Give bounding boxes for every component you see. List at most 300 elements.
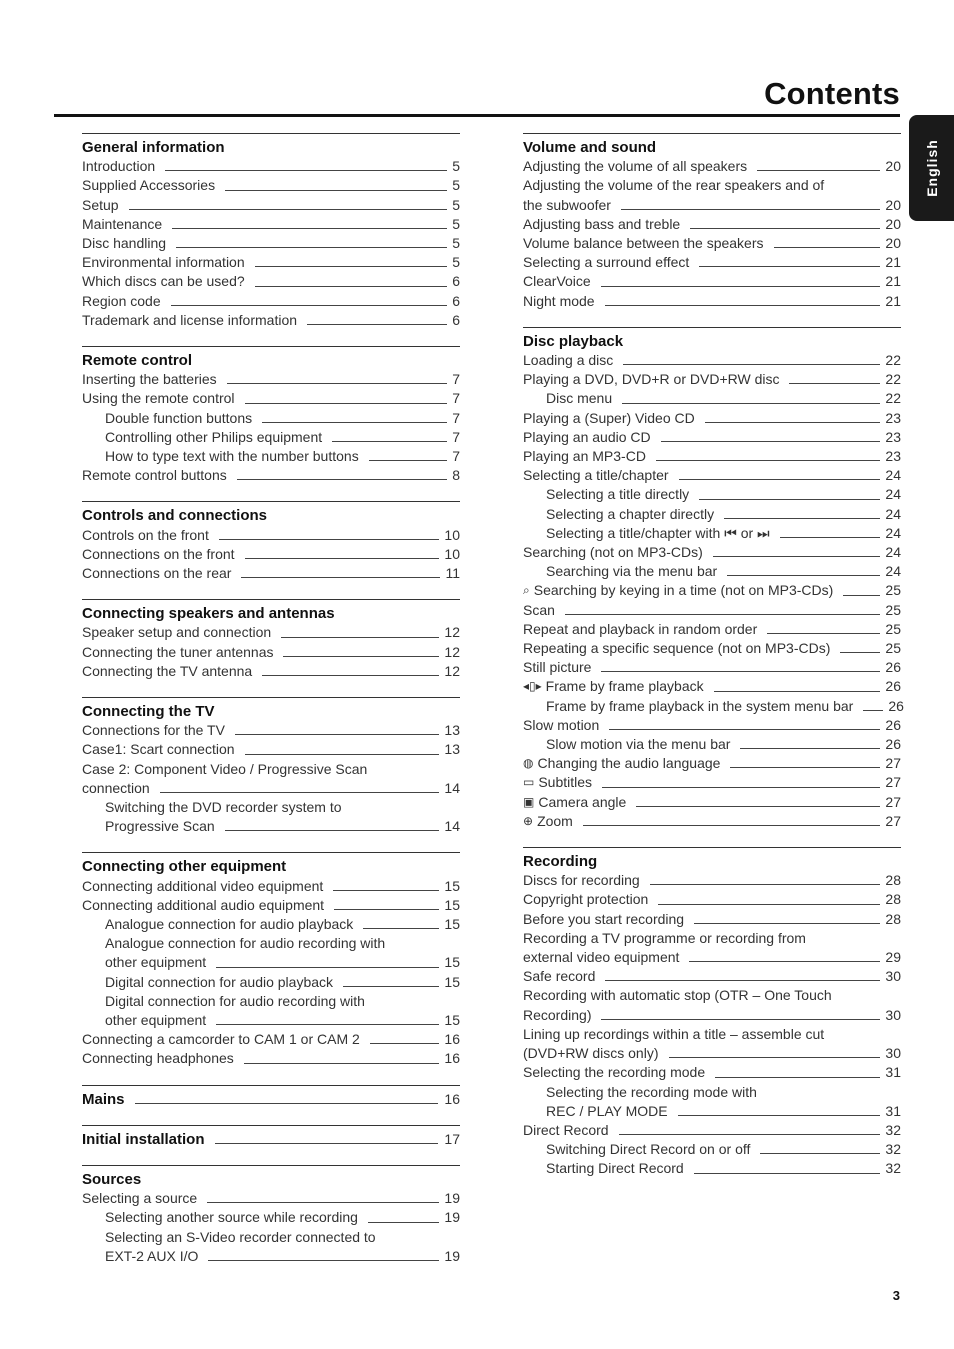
dot-leader [621, 209, 880, 210]
toc-entry-page: 27 [885, 755, 901, 772]
toc-entry[interactable] [82, 877, 460, 896]
toc-entry-page: 10 [444, 526, 460, 543]
section-title [82, 351, 460, 370]
toc-entry[interactable] [82, 915, 460, 934]
toc-entry-page: 5 [452, 215, 460, 232]
toc-entry-text: Slow motion via the menu bar [546, 736, 731, 753]
toc-entry-text: Changing the audio language [537, 755, 721, 772]
toc-entry-text: Camera angle [538, 793, 627, 810]
toc-section [523, 133, 901, 311]
toc-entry-text: Supplied Accessories [82, 177, 216, 194]
toc-entry[interactable] [523, 215, 901, 234]
toc-section [82, 852, 460, 1068]
toc-entry-page: 7 [452, 371, 460, 388]
dot-leader [235, 734, 439, 735]
toc-entry[interactable] [523, 292, 901, 311]
dot-leader [207, 1202, 439, 1203]
toc-entry-page: 8 [452, 467, 460, 484]
toc-entry[interactable] [82, 526, 460, 545]
dot-leader [661, 441, 881, 442]
dot-leader [281, 637, 439, 638]
toc-entry[interactable] [82, 953, 460, 972]
dot-leader [370, 1043, 440, 1044]
toc-entry[interactable] [523, 524, 901, 543]
toc-entry-page: 25 [885, 620, 901, 637]
toc-entry-text: Repeat and playback in random order [523, 620, 758, 637]
toc-entry[interactable] [523, 543, 901, 562]
toc-entry[interactable] [82, 409, 460, 428]
dot-leader [713, 556, 881, 557]
toc-entry[interactable] [523, 601, 901, 620]
toc-entry[interactable] [523, 1121, 901, 1140]
toc-entry-page: 5 [452, 196, 460, 213]
toc-entry[interactable] [82, 370, 460, 389]
toc-entry-text: Adjusting bass and treble [523, 215, 681, 232]
toc-entry[interactable] [523, 910, 901, 929]
toc-entry-text: Trademark and license information [82, 311, 298, 328]
dot-leader [605, 305, 881, 306]
toc-entry[interactable] [523, 157, 901, 176]
dot-leader [565, 614, 881, 615]
toc-entry-page: 15 [444, 973, 460, 990]
toc-entry[interactable] [523, 234, 901, 253]
section-page: 16 [444, 1090, 460, 1107]
section-title [523, 332, 901, 351]
toc-entry-page: 19 [444, 1247, 460, 1264]
dot-leader [609, 729, 880, 730]
dot-leader [715, 1077, 880, 1078]
section-title-text: General information [82, 138, 225, 156]
dot-leader [245, 754, 440, 755]
toc-entry-text: Progressive Scan [105, 818, 215, 835]
toc-entry[interactable] [523, 562, 901, 581]
toc-entry[interactable] [82, 215, 460, 234]
toc-entry[interactable] [82, 896, 460, 915]
dot-leader [172, 228, 447, 229]
toc-entry[interactable] [523, 871, 901, 890]
toc-entry-first-line: Recording a TV programme or recording from [523, 929, 806, 946]
section-title [82, 857, 460, 876]
toc-entry[interactable] [523, 948, 901, 967]
toc-entry[interactable] [82, 662, 460, 681]
toc-entry[interactable] [82, 176, 460, 195]
toc-entry[interactable] [523, 639, 901, 658]
toc-entry[interactable] [82, 157, 460, 176]
toc-entry-text: Selecting a title/chapter with ⏮ or ⏭ [546, 524, 770, 541]
toc-entry-page: 12 [444, 643, 460, 660]
toc-entry[interactable] [82, 447, 460, 466]
toc-entry-page: 6 [452, 273, 460, 290]
dot-leader [730, 767, 880, 768]
toc-entry[interactable] [523, 793, 901, 812]
dot-leader [757, 170, 880, 171]
toc-entry[interactable] [523, 409, 901, 428]
toc-entry-page: 7 [452, 428, 460, 445]
toc-entry-page: 32 [885, 1121, 901, 1138]
dot-leader [780, 537, 881, 538]
toc-entry-text: Selecting a source [82, 1190, 198, 1207]
toc-entry-text: Digital connection for audio playback [105, 973, 334, 990]
dot-leader [215, 1143, 439, 1144]
toc-entry-page: 15 [444, 954, 460, 971]
toc-entry[interactable] [523, 812, 901, 831]
toc-entry[interactable] [82, 1011, 460, 1030]
toc-entry-page: 30 [885, 968, 901, 985]
toc-entry[interactable] [523, 253, 901, 272]
dot-leader [129, 209, 448, 210]
section-title-text: Disc playback [523, 332, 624, 350]
toc-entry[interactable] [523, 773, 901, 792]
toc-entry-text: Connecting a camcorder to CAM 1 or CAM 2 [82, 1031, 360, 1048]
section-title [523, 852, 901, 871]
toc-entry-page: 13 [444, 722, 460, 739]
toc-entry-page: 22 [885, 390, 901, 407]
toc-entry[interactable] [82, 272, 460, 291]
toc-entry[interactable] [82, 779, 460, 798]
toc-entry-text: Playing an audio CD [523, 428, 651, 445]
toc-entry[interactable] [82, 623, 460, 642]
toc-entry[interactable] [523, 697, 904, 716]
dot-leader [623, 364, 880, 365]
dot-leader [678, 1115, 881, 1116]
toc-entry-text: Volume balance between the speakers [523, 235, 764, 251]
dot-leader [363, 928, 439, 929]
toc-entry-page: 32 [885, 1141, 901, 1158]
dot-leader [244, 1063, 440, 1064]
language-tab[interactable] [909, 115, 954, 221]
toc-entry[interactable] [523, 447, 901, 466]
language-tab-label: English [923, 139, 940, 197]
page-title: Contents [764, 76, 900, 111]
toc-entry-text: Repeating a specific sequence (not on MP3-CDs) [523, 640, 831, 657]
dot-leader [622, 403, 880, 404]
toc-entry[interactable] [523, 1159, 901, 1178]
toc-entry-page: 22 [885, 352, 901, 368]
toc-entry-text: ClearVoice [523, 273, 591, 290]
toc-entry-page: 16 [444, 1031, 460, 1048]
toc-entry[interactable] [523, 735, 901, 754]
toc-entry-text: (DVD+RW discs only) [523, 1045, 659, 1062]
toc-entry-text: Double function buttons [105, 409, 253, 426]
zoom-icon: ⊕ [523, 813, 534, 828]
toc-entry[interactable] [82, 389, 460, 408]
toc-entry-text: Selecting another source while recording [105, 1209, 358, 1226]
toc-entry-text: other equipment [105, 954, 207, 971]
toc-entry-page: 27 [885, 812, 901, 829]
toc-section [82, 1125, 460, 1149]
dot-leader [160, 792, 440, 793]
toc-entry-page: 5 [452, 254, 460, 271]
toc-entry-first-line: Recording with automatic stop (OTR – One Touch [523, 987, 832, 1004]
toc-entry-page: 7 [452, 390, 460, 407]
dot-leader [714, 691, 881, 692]
toc-entry-text: Slow motion [523, 716, 600, 733]
section-title-text: Controls and connections [82, 507, 268, 525]
toc-entry[interactable] [82, 466, 460, 485]
toc-entry[interactable] [82, 428, 460, 447]
dot-leader [658, 904, 880, 905]
dot-leader [774, 247, 881, 248]
toc-entry[interactable] [523, 581, 901, 600]
toc-entry-page: 25 [885, 601, 901, 618]
toc-entry-page: 24 [885, 486, 901, 503]
dot-leader [216, 1024, 439, 1025]
dot-leader [605, 980, 880, 981]
dot-leader [699, 266, 880, 267]
toc-section [82, 1085, 460, 1109]
dot-leader [219, 539, 440, 540]
toc-entry-text: Subtitles [538, 774, 593, 791]
section-title-text: Mains [82, 1090, 125, 1108]
dot-leader [694, 923, 880, 924]
section-title [82, 1170, 460, 1189]
toc-entry-text: Inserting the batteries [82, 371, 217, 388]
dot-leader [724, 518, 880, 519]
toc-entry[interactable] [523, 466, 901, 485]
dot-leader [255, 266, 448, 267]
toc-section [82, 501, 460, 583]
toc-entry-first-line: Switching the DVD recorder system to [105, 799, 342, 816]
toc-entry-first-line: Analogue connection for audio recording with [105, 935, 386, 952]
toc-entry[interactable] [82, 721, 460, 740]
toc-entry-page: 24 [885, 524, 901, 541]
dot-leader [255, 286, 448, 287]
toc-entry[interactable] [523, 351, 901, 370]
toc-entry[interactable] [523, 1006, 901, 1025]
dot-leader [262, 422, 447, 423]
toc-entry-text: Connections for the TV [82, 722, 225, 739]
toc-entry-page: 6 [452, 292, 460, 309]
toc-entry[interactable] [82, 545, 460, 564]
dot-leader [843, 595, 880, 596]
dot-leader [333, 890, 439, 891]
dot-leader [601, 671, 880, 672]
dot-leader [601, 1019, 880, 1020]
toc-entry-text: Controls on the front [82, 526, 209, 543]
toc-entry[interactable] [82, 973, 460, 992]
section-page: 17 [444, 1130, 460, 1147]
toc-entry[interactable] [523, 272, 901, 291]
toc-entry-page: 31 [885, 1102, 901, 1119]
toc-entry-page: 13 [444, 741, 460, 758]
toc-entry-page: 27 [885, 774, 901, 791]
toc-entry-page: 24 [885, 467, 901, 484]
toc-entry-text: Playing a (Super) Video CD [523, 409, 695, 426]
toc-entry-page: 7 [452, 409, 460, 426]
toc-entry-text: Region code [82, 292, 161, 309]
toc-entry-page: 20 [885, 235, 901, 251]
toc-entry-page: 25 [885, 582, 901, 599]
toc-entry[interactable] [82, 1030, 460, 1049]
toc-entry-text: EXT-2 AUX I/O [105, 1247, 199, 1264]
toc-entry[interactable] [523, 1044, 901, 1063]
dot-leader [727, 575, 880, 576]
toc-entry[interactable] [82, 253, 460, 272]
toc-entry-page: 25 [885, 640, 901, 657]
toc-entry-text: Loading a disc [523, 352, 614, 368]
toc-entry-page: 10 [444, 545, 460, 562]
toc-section [82, 599, 460, 681]
toc-entry-page: 5 [452, 177, 460, 194]
toc-entry-page: 16 [444, 1050, 460, 1067]
toc-entry-text: Analogue connection for audio playback [105, 916, 354, 933]
time-search-icon: ⌕ [523, 583, 530, 598]
title-rule [54, 114, 900, 117]
toc-entry[interactable] [82, 1208, 460, 1227]
section-title[interactable] [82, 1090, 460, 1109]
toc-entry[interactable] [523, 1140, 901, 1159]
toc-entry-text: Direct Record [523, 1121, 609, 1138]
toc-entry[interactable] [82, 292, 460, 311]
dot-leader [650, 884, 881, 885]
toc-entry-page: 21 [885, 292, 901, 309]
dot-leader [241, 577, 440, 578]
dot-leader [679, 479, 881, 480]
toc-entry[interactable] [523, 389, 901, 408]
toc-entry-text: Searching by keying in a time (not on MP3-CDs) [533, 582, 834, 599]
dot-leader [705, 422, 881, 423]
toc-entry-text: external video equipment [523, 949, 680, 966]
dot-leader [237, 479, 447, 480]
toc-entry[interactable] [523, 677, 901, 696]
toc-entry-page: 22 [885, 371, 901, 388]
toc-entry[interactable] [82, 817, 460, 836]
toc-entry-text: Safe record [523, 968, 596, 985]
toc-entry-text: Environmental information [82, 254, 245, 271]
toc-entry[interactable] [523, 620, 901, 639]
dot-leader [601, 286, 881, 287]
dot-leader [583, 825, 881, 826]
toc-entry[interactable] [82, 311, 460, 330]
dot-leader [245, 558, 440, 559]
toc-entry-text: Playing a DVD, DVD+R or DVD+RW disc [523, 371, 780, 388]
dot-leader [840, 652, 880, 653]
dot-leader [789, 383, 880, 384]
dot-leader [176, 247, 447, 248]
toc-entry[interactable] [523, 754, 901, 773]
dot-leader [669, 1057, 881, 1058]
toc-entry-text: Searching via the menu bar [546, 563, 718, 580]
toc-entry-page: 7 [452, 448, 460, 465]
dot-leader [699, 499, 880, 500]
toc-entry-page: 30 [885, 1045, 901, 1062]
toc-entry-page: 24 [885, 505, 901, 522]
dot-leader [619, 1134, 881, 1135]
dot-leader [262, 675, 439, 676]
dot-leader [690, 228, 880, 229]
toc-entry-page: 26 [885, 659, 901, 676]
toc-entry-page: 31 [885, 1064, 901, 1081]
toc-entry[interactable] [82, 1049, 460, 1068]
toc-entry[interactable] [523, 716, 901, 735]
toc-entry-text: Speaker setup and connection [82, 624, 272, 641]
toc-entry-page: 15 [444, 877, 460, 894]
toc-entry-text: Scan [523, 601, 555, 618]
toc-entry[interactable] [82, 1247, 460, 1266]
dot-leader [216, 967, 439, 968]
toc-entry-text: the subwoofer [523, 196, 611, 213]
toc-entry[interactable] [523, 967, 901, 986]
toc-entry-text: Setup [82, 196, 119, 213]
section-title[interactable] [82, 1130, 460, 1149]
toc-entry[interactable] [523, 505, 901, 524]
section-title-text: Connecting other equipment [82, 858, 287, 876]
dot-leader [332, 441, 447, 442]
toc-entry-text: Switching Direct Record on or off [546, 1141, 751, 1158]
subtitles-icon: ▭ [523, 775, 535, 790]
dot-leader [656, 460, 880, 461]
toc-section [523, 327, 904, 831]
toc-entry-page: 12 [444, 624, 460, 641]
toc-entry-first-line: Lining up recordings within a title – assemble cut [523, 1025, 825, 1042]
toc-entry-text: Selecting the recording mode [523, 1064, 706, 1081]
dot-leader [602, 787, 880, 788]
toc-entry-text: Connections on the rear [82, 565, 232, 582]
toc-entry[interactable] [523, 196, 901, 215]
toc-entry-page: 15 [444, 1012, 460, 1029]
toc-entry-text: Selecting a title directly [546, 486, 690, 503]
toc-entry-text: Selecting a chapter directly [546, 505, 715, 522]
toc-entry-page: 28 [885, 891, 901, 908]
toc-entry[interactable] [523, 485, 901, 504]
dot-leader [225, 830, 440, 831]
toc-entry-text: REC / PLAY MODE [546, 1102, 668, 1119]
toc-entry-text: Connecting additional audio equipment [82, 896, 325, 913]
toc-entry[interactable] [82, 564, 460, 583]
dot-leader [171, 305, 448, 306]
toc-section [82, 697, 460, 836]
camera-angle-icon: ▣ [523, 794, 535, 809]
toc-entry[interactable] [523, 658, 901, 677]
toc-entry-text: Selecting a title/chapter [523, 467, 669, 484]
dot-leader [245, 403, 448, 404]
dot-leader [208, 1260, 439, 1261]
toc-section [82, 133, 460, 330]
toc-entry[interactable] [523, 1063, 901, 1082]
toc-entry[interactable] [523, 370, 901, 389]
toc-entry-page: 20 [885, 215, 901, 232]
toc-entry[interactable] [82, 643, 460, 662]
frame-step-icon: ◂▯▸ [523, 679, 542, 694]
toc-entry[interactable] [82, 1189, 460, 1208]
toc-entry-text: Which discs can be used? [82, 273, 245, 290]
toc-entry-page: 21 [885, 254, 901, 271]
dot-leader [225, 190, 447, 191]
toc-section [523, 847, 901, 1178]
toc-entry-text: Maintenance [82, 215, 163, 232]
toc-entry-first-line: Selecting an S-Video recorder connected to [105, 1228, 376, 1245]
toc-entry[interactable] [82, 196, 460, 215]
dot-leader [227, 383, 448, 384]
toc-entry-page: 27 [885, 793, 901, 810]
toc-entry-text: Zoom [537, 812, 573, 829]
toc-entry-page: 12 [444, 662, 460, 679]
toc-entry[interactable] [523, 1102, 901, 1121]
dot-leader [307, 324, 447, 325]
toc-entry-page: 32 [885, 1160, 901, 1177]
section-title [82, 604, 460, 623]
toc-entry[interactable] [82, 234, 460, 253]
toc-entry-page: 14 [444, 779, 460, 796]
toc-entry[interactable] [523, 428, 901, 447]
toc-entry[interactable] [82, 740, 460, 759]
toc-entry[interactable] [523, 890, 901, 909]
toc-entry-text: Case1: Scart connection [82, 741, 235, 758]
toc-entry-page: 24 [885, 563, 901, 580]
toc-entry-page: 30 [885, 1006, 901, 1023]
toc-entry-page: 20 [885, 158, 901, 175]
section-title [82, 138, 460, 157]
